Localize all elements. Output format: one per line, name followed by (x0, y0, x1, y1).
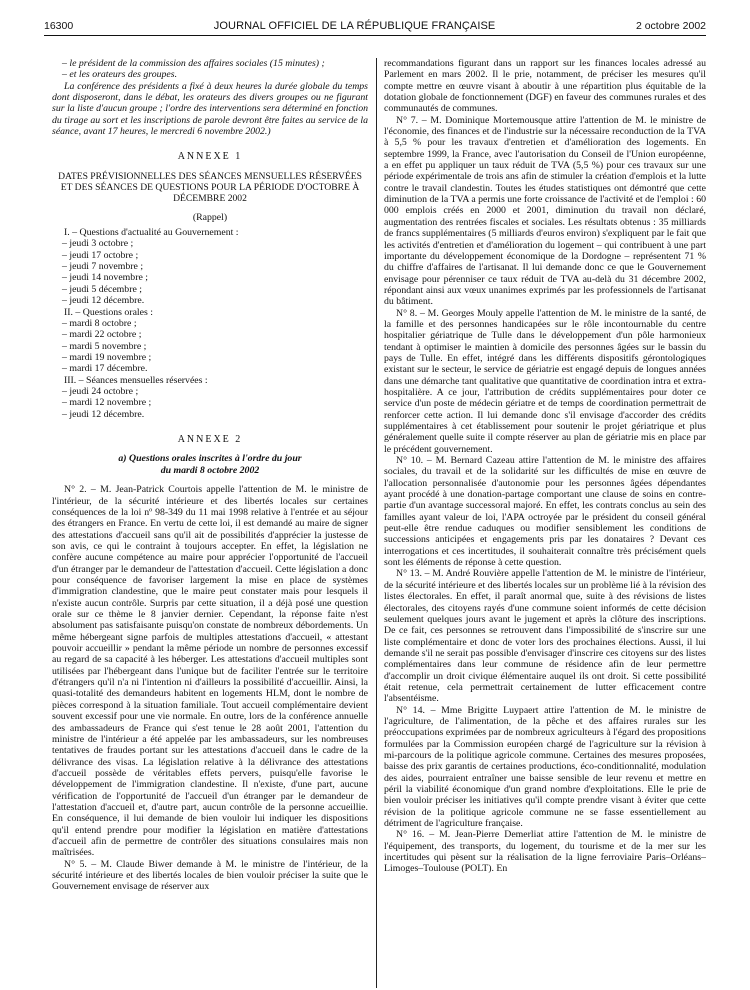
annexe2-subtitle-line1: a) Questions orales inscrites à l'ordre du jour (118, 453, 302, 465)
page-header (44, 10, 706, 36)
question-14: N° 14. – Mme Brigitte Luypaert attire l'attention de M. le ministre de l'agriculture, de l'alimentation, de la pêche et des affaires rurales sur les préoccupations exprimées par de nombreux agriculteurs à l'égard des propositions formulées par la Commission européen chargé de l'agriculture sur la révision à mi-parcours de la politique agricole commune. Certaines des mesures proposées, baisse des prix garantis de certaines productions, éco-conditionnalité, modulation des aides, pourraient entraîner une baisse sensible de leur revenu et mettre en péril la viabilité économique d'un grand nombre d'exploitations. Elle le prie de bien vouloir préciser les initiatives qu'il compte prendre visant à éviter que cette révision de la politique agricole commune ne se fasse essentiellement au détriment de l'agriculture française. (384, 704, 706, 830)
question-5: N° 5. – M. Claude Biwer demande à M. le ministre de l'intérieur, de la sécurité intérieure et des libertés locales de bien vouloir préciser la suite que le Gouvernement envisage de réserver aux (52, 858, 368, 893)
question-13: N° 13. – M. André Rouvière appelle l'attention de M. le ministre de l'intérieur, de la sécurité intérieure et des libertés locales sur un problème lié à la révision des listes électorales. En effet, il paraît anormal que, suite à des révisions de listes électorales, des citoyens rayés d'une commune soient informés de cette décision seulement quelques jours avant le jugement et après la clôture des inscriptions. De ce fait, ces personnes se retrouvent dans l'impossibilité de s'inscrire sur une liste complémentaire et donc de voter lors des prochaines élections. Aussi, il lui demande s'il ne serait pas possible d'envisager d'inscrire ces citoyens sur des listes complémentaires dans leur commune de résidence afin de leur permettre d'accomplir un droit civique élémentaire auquel ils ont droit. Si cette possibilité était retenue, cela permettrait certainement de lutter efficacement contre l'absentéisme. (384, 568, 706, 705)
question-16: N° 16. – M. Jean-Pierre Demerliat attire l'attention de M. le ministre de l'équipement, des transports, du logement, du tourisme et de la mer sur les incertitudes qui pèsent sur la réalisation de la ligne ferroviaire Paris–Orléans–Limoges–Toulouse (POLT). En (384, 829, 706, 875)
right-column (384, 58, 706, 988)
list-item: – mardi 22 octobre ; (62, 329, 142, 341)
section-title: III. – Séances mensuelles réservées : (64, 374, 208, 386)
list-item: – jeudi 24 octobre ; (62, 385, 139, 397)
annexe2-subtitle (52, 453, 368, 476)
journal-title: JOURNAL OFFICIEL DE LA RÉPUBLIQUE FRANÇAISE (213, 20, 496, 32)
section-title: I. – Questions d'actualité au Gouvernement : (64, 227, 239, 239)
list-item: – jeudi 3 octobre ; (62, 238, 134, 250)
list-item: – jeudi 17 octobre ; (62, 249, 139, 261)
annexe2-subtitle-line2: du mardi 8 octobre 2002 (160, 464, 260, 476)
question-8: N° 8. – M. Georges Mouly appelle l'attention de M. le ministre de la santé, de la famille et des personnes handicapées sur le rôle incontournable du centre hospitalier gériatrique de Tulle dans le développement d'un pôle harmonieux tendant à optimiser le maintien à domicile des personnes âgées sur le bassin du pays de Tulle. En effet, intégré dans les différents dispositifs gérontologiques existant sur le secteur, le service de gériatrie est engagé depuis de longues années dans une démarche tant qualitative que quantitative de coordination intra et extra-hospitalière. A ce jour, l'attribution de crédits supplémentaires pour doter ce service d'un poste de médecin gériatre et de temps de coordination permettrait de renforcer cette action. Il lui demande donc s'il envisage d'accorder des crédits supplémentaires à cet établissement pour soutenir le projet gériatrique et plus généralement quelle suite il compte réserver au plan de gériatrie mis en place par le précédent gouvernement. (384, 307, 706, 455)
list-item: – mardi 5 novembre ; (62, 340, 147, 352)
intro-item: – le président de la commission des affaires sociales (15 minutes) ; (62, 58, 325, 69)
list-item: – mardi 17 décembre. (62, 363, 148, 375)
annexe1-title: ANNEXE 1 (177, 151, 243, 163)
question-2: N° 2. – M. Jean-Patrick Courtois appelle l'attention de M. le ministre de l'intérieur, de la sécurité intérieure et des libertés locales sur certaines conséquences de la loi nº 98-349 du 11 mai 1998 relative à l'entrée et au séjour des étrangers en France. En vertu de cette loi, il est demandé au maire de signer des attestations d'accueil sans qu'il ait de possibilités d'apprécier la justesse de son avis, ce qui le contraint à toujours accepter. En effet, la législation ne confère aucune compétence au maire pour apprécier l'opportunité de l'accueil d'un étranger par le demandeur de l'attestation d'accueil. Cette législation a donc pour conséquence de favoriser largement la mise en place de systèmes d'immigration clandestine, que le maire peut constater mais pour lesquels il n'existe aucun contrôle. Surpris par cette situation, il a déjà posé une question orale sur ce thème le 8 janvier dernier. Cependant, la réponse faite n'est absolument pas satisfaisante puisqu'on constate de nombreux débordements. Un même hébergeant signe parfois de multiples attestations d'accueil, « attestant pouvoir accueillir » pendant la même période un nombre de personnes excessif au regard de sa capacité à les héberger. Les attestations d'accueil multiples sont utilisées par l'hébergeant dans l'unique but de faciliter l'entrée sur le territoire d'étrangers qu'il n'a ni l'intention ni d'ailleurs la possibilité d'accueillir. Ainsi, la quasi-totalité des demandeurs habitent en logements HLM, dont le nombre de pièces correspond à la situation familiale. Tout accueil complémentaire devient souvent excessif pour une vie normale. En outre, lors de la conférence annuelle des ambassadeurs de France qui s'est tenue le 28 août 2001, l'attention du ministre de l'intérieur a été appelée par les ambassadeurs, sur les nombreuses tentatives de fraudes portant sur les attestations d'accueil dans le cadre de la délivrance des visas. La législation relative à la délivrance des attestations d'accueil possède de véritables effets pervers, puisqu'elle favorise le développement de l'immigration clandestine. Il n'existe, d'une part, aucune vérification de l'opportunité de l'accueil d'un étranger par le demandeur de l'attestation d'accueil et, d'autre part, aucun contrôle de la personne accueillie. En conséquence, il lui demande de bien vouloir lui indiquer les dispositions qu'il entend prendre pour modifier la législation en matière d'attestations d'accueil afin de permettre de contrôler des situations consulaires mais non maîtrisées. (52, 484, 368, 859)
question-10: N° 10. – M. Bernard Cazeau attire l'attention de M. le ministre des affaires sociales, du travail et de la solidarité sur les difficultés de mise en œuvre de l'allocation personnalisée d'autonomie pour les personnes âgées dépendantes ayant procédé à une donation-partage comportant une clause de soins en contre-partie d'un avantage successoral majoré. En effet, les contrats conclus au sein des familles ayant valeur de loi, l'APA octroyée par le président du conseil général peut-elle être rendue caduques ou modifier sensiblement les conditions de successions anticipées et engagements pris par les donataires ? Devant ces interrogations et ces incertitudes, il souhaiterait connaître très précisément quels sont les éléments de réponse à cette question. (384, 455, 706, 569)
question-5-continued: recommandations figurant dans un rapport sur les finances locales adressé au Parlement en mars 2002. Il le prie, notamment, de préciser les mesures qu'il compte mettre en œuvre visant à aboutir à une répartition plus équitable de la dotation globale de fonctionnement (DGF) en faveur des communes rurales et des communautés de communes. (384, 58, 706, 115)
intro-item: – et les orateurs des groupes. (62, 69, 178, 81)
list-item: – mardi 8 octobre ; (62, 317, 137, 329)
list-item: – jeudi 5 décembre ; (62, 283, 142, 295)
question-7: N° 7. – M. Dominique Mortemousque attire l'attention de M. le ministre de l'économie, des finances et de l'industrie sur la nécessaire reconduction de la TVA à 5,5 % pour les travaux d'entretien et d'amélioration des logements. En septembre 1999, la France, avec l'autorisation du Conseil de l'Union européenne, a en effet pu appliquer un taux réduit de TVA (5,5 %) pour ces travaux sur une période expérimentale de trois ans afin de stimuler la création d'emplois et la lutte contre le travail clandestin. Toutes les études statistiques ont démontré que cette diminution de la TVA a permis une forte croissance de l'activité et de l'emploi : 60 000 emplois créés en 2000 et 2001, diminution du travail non déclaré, augmentation des rentrées fiscales et sociales. Les résultats obtenus : 35 milliards de francs supplémentaires (5 milliards d'euros environ) s'expliquent par le fait que les activités d'entretien et d'amélioration du logement – qui contribuent à une part importante du développement économique de la Dordogne – représentent 71 % du chiffre d'affaires de l'artisanat. Il lui demande donc ce que le Gouvernement envisage pour pérenniser ce taux réduit de TVA au-delà du 31 décembre 2002, répondant ainsi aux vœux unanimes exprimés par les professionnels de l'artisanat du bâtiment. (384, 114, 706, 308)
list-item: – jeudi 7 novembre ; (62, 261, 144, 273)
column-divider (376, 58, 377, 988)
section-title: II. – Questions orales : (64, 306, 153, 318)
list-item: – jeudi 12 décembre. (62, 408, 145, 420)
page-number: 16300 (44, 20, 74, 32)
issue-date: 2 octobre 2002 (635, 20, 706, 32)
list-item: – mardi 12 novembre ; (62, 397, 152, 409)
list-item: – jeudi 12 décembre. (62, 295, 145, 307)
intro-paragraph: La conférence des présidents a fixé à deux heures la durée globale du temps dont disposeront, dans le débat, les orateurs des divers groupes ou ne figurant sur la liste d'aucun groupe ; l'ordre des interventions sera déterminé en fonction du tirage au sort et les inscriptions de parole devront être faites au service de la séance, avant 17 heures, le mercredi 6 novembre 2002.) (52, 80, 368, 138)
annexe2-title: ANNEXE 2 (177, 433, 243, 445)
left-column (52, 58, 368, 988)
annexe1-subtitle: DATES PRÉVISIONNELLES DES SÉANCES MENSUELLES RÉSERVÉES ET DES SÉANCES DE QUESTIONS POUR LA PÉRIODE D'OCTOBRE À DÉCEMBRE 2002 (58, 170, 362, 204)
list-item: – mardi 19 novembre ; (62, 351, 152, 363)
rappel-label: (Rappel) (192, 211, 228, 223)
list-item: – jeudi 14 novembre ; (62, 272, 148, 284)
